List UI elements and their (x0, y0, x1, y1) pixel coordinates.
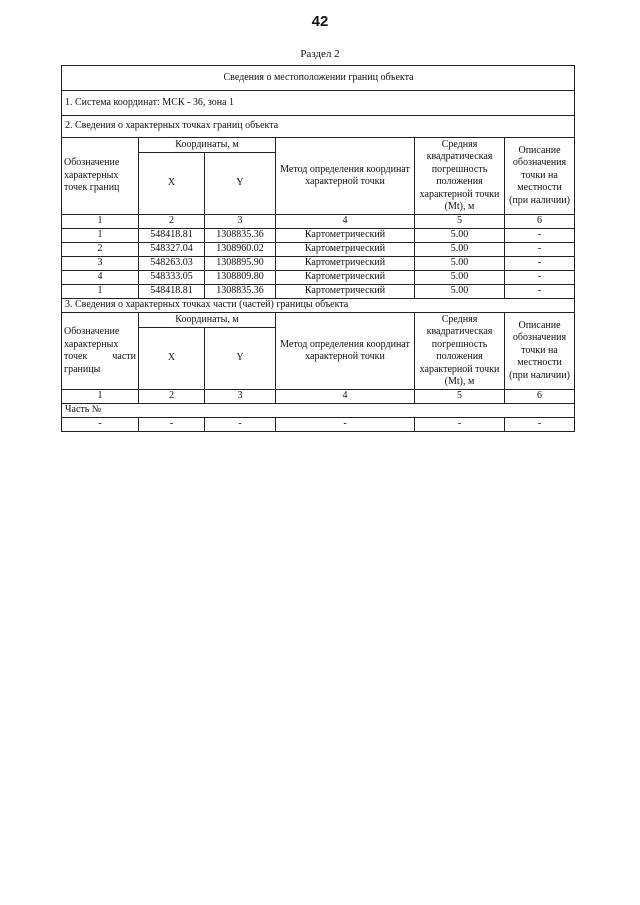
part3-header-error: Средняя квадратическая погрешность положения характерной точки (Mt), м (415, 313, 505, 390)
error: 5.00 (415, 243, 505, 257)
empty-cell: - (415, 418, 505, 432)
table-row (62, 271, 575, 285)
description: - (505, 285, 575, 299)
coord-y: 1308895.90 (205, 257, 276, 271)
method: Картометрический (276, 271, 415, 285)
part2-colnum: 2 (139, 215, 205, 229)
section-title: Раздел 2 (300, 48, 340, 60)
part3-colnum: 2 (139, 390, 205, 404)
table-row (62, 257, 575, 271)
point-id: 1 (62, 285, 139, 299)
part2-colnum: 6 (505, 215, 575, 229)
description: - (505, 257, 575, 271)
point-id: 3 (62, 257, 139, 271)
part2-colnum: 3 (205, 215, 276, 229)
error: 5.00 (415, 257, 505, 271)
description: - (505, 271, 575, 285)
error: 5.00 (415, 285, 505, 299)
coord-y: 1308960.02 (205, 243, 276, 257)
point-id: 4 (62, 271, 139, 285)
part3-colnum: 1 (62, 390, 139, 404)
coord-x: 548327.04 (139, 243, 205, 257)
empty-cell: - (505, 418, 575, 432)
part3-colnum: 3 (205, 390, 276, 404)
part2-colnum: 5 (415, 215, 505, 229)
part3-colnum: 5 (415, 390, 505, 404)
empty-cell: - (62, 418, 139, 432)
method: Картометрический (276, 257, 415, 271)
empty-cell: - (276, 418, 415, 432)
method: Картометрический (276, 229, 415, 243)
error: 5.00 (415, 229, 505, 243)
part3-header-coords: Координаты, м (139, 313, 276, 328)
table-row (62, 285, 575, 299)
boundary-table (61, 65, 575, 432)
empty-cell: - (139, 418, 205, 432)
table-title: Сведения о местоположении границ объекта (62, 66, 575, 91)
description: - (505, 229, 575, 243)
part-number-label: Часть № (62, 404, 575, 418)
part2-header-coords: Координаты, м (139, 138, 276, 153)
coord-x: 548418.81 (139, 285, 205, 299)
error: 5.00 (415, 271, 505, 285)
part3-header-point: Обозначение характерных точек части границы (62, 313, 139, 390)
part2-colnum: 4 (276, 215, 415, 229)
part2-header-point: Обозначение характерных точек границ (62, 138, 139, 215)
coord-x: 548263.03 (139, 257, 205, 271)
part3-header-y: Y (205, 328, 276, 390)
part2-header-x: X (139, 153, 205, 215)
coord-y: 1308809.80 (205, 271, 276, 285)
part3-colnum: 4 (276, 390, 415, 404)
point-id: 2 (62, 243, 139, 257)
table-row (62, 243, 575, 257)
part2-header-y: Y (205, 153, 276, 215)
coord-y: 1308835.36 (205, 229, 276, 243)
coord-x: 548418.81 (139, 229, 205, 243)
point-id: 1 (62, 229, 139, 243)
part3-heading: 3. Сведения о характерных точках части (частей) границы объекта (62, 299, 575, 313)
coord-system-row: 1. Система координат: МСК - 36, зона 1 (62, 91, 575, 116)
method: Картометрический (276, 243, 415, 257)
page-number: 42 (311, 13, 329, 30)
part2-header-desc: Описание обозначения точки на местности (при наличии) (505, 138, 575, 215)
empty-cell: - (205, 418, 276, 432)
description: - (505, 243, 575, 257)
part3-header-x: X (139, 328, 205, 390)
coord-x: 548333.05 (139, 271, 205, 285)
method: Картометрический (276, 285, 415, 299)
table-row (62, 229, 575, 243)
part2-header-method: Метод определения координат характерной точки (276, 138, 415, 215)
part3-header-desc: Описание обозначения точки на местности (при наличии) (505, 313, 575, 390)
part2-heading: 2. Сведения о характерных точках границ объекта (62, 116, 575, 138)
part3-header-method: Метод определения координат характерной точки (276, 313, 415, 390)
part3-colnum: 6 (505, 390, 575, 404)
part2-header-error: Средняя квадратическая погрешность положения характерной точки (Mt), м (415, 138, 505, 215)
table-row (62, 418, 575, 432)
part2-colnum: 1 (62, 215, 139, 229)
coord-y: 1308835.36 (205, 285, 276, 299)
